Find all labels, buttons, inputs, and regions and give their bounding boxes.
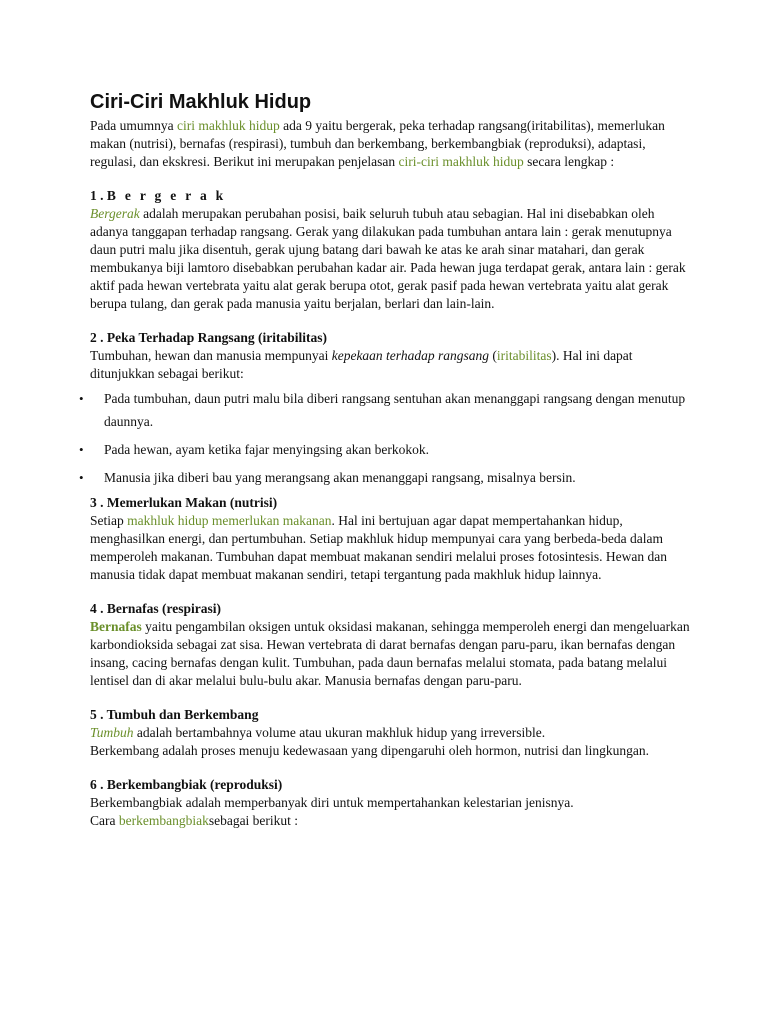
document-page [90, 90, 690, 830]
link-tumbuh[interactable]: Tumbuh [90, 725, 134, 740]
section-5-paragraph [90, 724, 690, 742]
section-heading-3: 3 . Memerlukan Makan (nutrisi) [90, 495, 278, 510]
section-heading-6: 6 . Berkembangbiak (reproduksi) [90, 777, 283, 792]
bullet-list [74, 387, 690, 489]
section-3-paragraph [90, 512, 690, 584]
italic-text: kepekaan terhadap rangsang [331, 348, 489, 363]
section-heading-4: 4 . Bernafas (respirasi) [90, 601, 221, 616]
link-bergerak[interactable]: Bergerak [90, 206, 140, 221]
section-number: 1 . [90, 188, 107, 203]
intro-text: ada 9 yaitu bergerak, peka terhadap rangsang(iritabilitas), memerlukan makan (nutrisi), bernafas (respirasi), tumbuh dan berkembang, berkembangbiak (reproduksi), adaptasi, regulasi, dan ekskresi. Berikut ini merupakan penjelasan [90, 118, 665, 169]
section-1-paragraph [90, 205, 690, 313]
link-ciri-makhluk-hidup[interactable]: ciri makhluk hidup [177, 118, 280, 133]
section-4-paragraph [90, 618, 690, 690]
paragraph-text: yaitu pengambilan oksigen untuk oksidasi makanan, sehingga memperoleh energi dan mengeluarkan karbondioksida sebagai zat sisa. Hewan vertebrata di darat bernafas dengan paru-paru, ikan bernafas dengan insang, cacing bernafas dengan kulit. Tumbuhan, pada daun bernafas melalui stomata, pada batang melalui lentisel dan di akar melalui bulu-bulu akar. Manusia bernafas dengan paru-paru. [90, 619, 690, 688]
intro-text: secara lengkap : [523, 154, 615, 169]
section-6-paragraph-2 [90, 812, 690, 830]
paragraph-text: adalah merupakan perubahan posisi, baik seluruh tubuh atau sebagian. Hal ini disebabkan oleh adanya tanggapan terhadap rangsang. Gerak yang dilakukan pada tumbuhan antara lain : gerak menutupnya daun putri malu jika disentuh, gerak ujung batang dari bawah ke atas ke arah sinar matahari, dan gerak membukanya biji lamtoro disebabkan perubahan kadar air. Pada hewan juga terdapat gerak, antara lain : gerak aktif pada hewan vertebrata yaitu alat gerak berupa otot, gerak pasif pada hewan vertebrata yaitu alat gerak berupa tulang, dan gerak pada manusia yaitu berjalan, berlari dan lain-lain. [90, 206, 686, 311]
paragraph-text: ( [488, 348, 497, 363]
section-heading-5: 5 . Tumbuh dan Berkembang [90, 707, 259, 722]
intro-paragraph [90, 117, 690, 171]
list-item: • Manusia jika diberi bau yang merangsang akan menanggapi rangsang, misalnya bersin. [104, 466, 690, 489]
paragraph-text: . Hal ini bertujuan agar dapat mempertahankan hidup, menghasilkan energi, dan pertumbuhan. Setiap makhluk hidup mempunyai cara yang berbeda-beda dalam memperoleh makanan. Tumbuhan dapat membuat makanan sendiri melalui proses fotosintesis. Hewan dan manusia tidak dapat membuat makanan sendiri, tetapi tergantung pada makhluk hidup lainnya. [90, 513, 667, 582]
paragraph-text: Tumbuhan, hewan dan manusia mempunyai [90, 348, 332, 363]
link-berkembangbiak[interactable]: berkembangbiak [118, 813, 209, 828]
section-6-paragraph: Berkembangbiak adalah memperbanyak diri untuk mempertahankan kelestarian jenisnya. [90, 795, 574, 810]
paragraph-text: Setiap [90, 513, 128, 528]
link-bernafas[interactable]: Bernafas [90, 619, 142, 634]
page-title: Ciri-Ciri Makhluk Hidup [90, 91, 312, 113]
section-5-paragraph-2: Berkembang adalah proses menuju kedewasaan yang dipengaruhi oleh hormon, nutrisi dan lingkungan. [90, 743, 649, 758]
section-title: B e r g e r a k [106, 188, 226, 203]
paragraph-text: adalah bertambahnya volume atau ukuran makhluk hidup yang irreversible. [133, 725, 546, 740]
section-heading-2: 2 . Peka Terhadap Rangsang (iritabilitas) [90, 330, 328, 345]
link-iritabilitas[interactable]: iritabilitas [496, 348, 552, 363]
list-item: • Pada tumbuhan, daun putri malu bila diberi rangsang sentuhan akan menanggapi rangsang dengan menutup daunnya. [104, 387, 690, 433]
intro-text: Pada umumnya [90, 118, 177, 133]
link-ciri-ciri-makhluk-hidup[interactable]: ciri-ciri makhluk hidup [398, 154, 524, 169]
paragraph-text: Cara [90, 813, 119, 828]
paragraph-text: ). Hal ini dapat ditunjukkan sebagai berikut: [90, 348, 633, 381]
list-item: • Pada hewan, ayam ketika fajar menyingsing akan berkokok. [104, 438, 690, 461]
section-2-paragraph [90, 347, 690, 383]
paragraph-text: sebagai berikut : [208, 813, 299, 828]
section-heading-1 [90, 187, 690, 205]
link-makhluk-hidup-memerlukan-makanan[interactable]: makhluk hidup memerlukan makanan [127, 513, 332, 528]
